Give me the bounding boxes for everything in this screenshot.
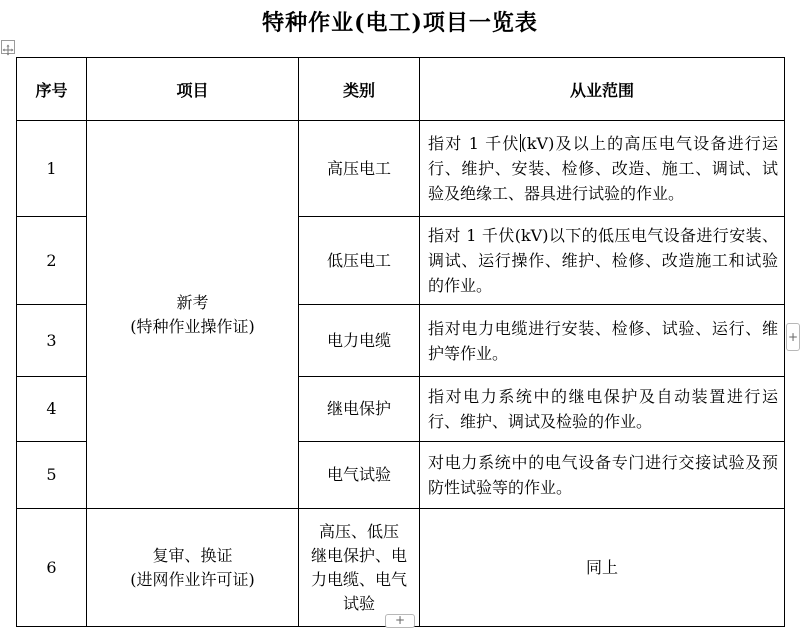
serial-cell[interactable]: 4 [17, 377, 87, 442]
header-scope[interactable]: 从业范围 [420, 58, 785, 121]
header-serial-no[interactable]: 序号 [17, 58, 87, 121]
scope-cell[interactable]: 同上 [420, 509, 785, 627]
category-cell[interactable]: 电气试验 [299, 442, 420, 509]
header-project[interactable]: 项目 [87, 58, 299, 121]
scope-cell[interactable]: 对电力系统中的电气设备专门进行交接试验及预防性试验等的作业。 [420, 442, 785, 509]
add-row-plus-icon[interactable]: + [385, 614, 415, 628]
project-review-line2: (进网作业许可证) [130, 569, 255, 589]
project-cell-review[interactable] [87, 509, 299, 627]
scope-cell[interactable]: 指对 1 千伏(kV)以下的低压电气设备进行安装、调试、运行操作、维护、检修、改造施工和试验的作业。 [420, 217, 785, 305]
table-move-handle-icon[interactable] [1, 40, 15, 54]
serial-cell[interactable]: 5 [17, 442, 87, 509]
scope-cell[interactable]: 指对电力电缆进行安装、检修、试验、运行、维护等作业。 [420, 305, 785, 377]
scope-cell[interactable] [420, 121, 785, 217]
category-line: 试验 [342, 593, 375, 613]
table-row [17, 121, 785, 217]
header-category[interactable]: 类别 [299, 58, 420, 121]
scope-text-start: 指对 1 千伏 [428, 134, 520, 153]
project-new-line2: (特种作业操作证) [130, 316, 255, 336]
category-cell[interactable]: 低压电工 [299, 217, 420, 305]
project-cell-new-exam[interactable] [87, 121, 299, 509]
add-column-plus-icon[interactable]: + [786, 323, 800, 351]
scope-text-rest: (kV)及以上的高压电气设备进行运行、维护、安装、检修、改造、施工、调试、试验及绝缘工、器具进行试验的作业。 [428, 134, 778, 203]
project-new-line1: 新考 [176, 292, 209, 312]
category-line: 继电保护、电 [310, 545, 407, 565]
scope-cell[interactable]: 指对电力系统中的继电保护及自动装置进行运行、维护、调试及检验的作业。 [420, 377, 785, 442]
category-cell[interactable]: 高压电工 [299, 121, 420, 217]
category-line: 高压、低压 [318, 521, 399, 541]
serial-cell[interactable]: 1 [17, 121, 87, 217]
serial-cell[interactable]: 3 [17, 305, 87, 377]
serial-cell[interactable]: 2 [17, 217, 87, 305]
category-cell-multiline[interactable] [299, 509, 420, 627]
category-cell[interactable]: 电力电缆 [299, 305, 420, 377]
table-header-row [17, 58, 785, 121]
project-review-line1: 复审、换证 [152, 545, 233, 565]
category-cell[interactable]: 继电保护 [299, 377, 420, 442]
serial-cell[interactable]: 6 [17, 509, 87, 627]
document-title: 特种作业(电工)项目一览表 [262, 10, 538, 36]
table-row [17, 509, 785, 627]
category-line: 力电缆、电气 [310, 569, 407, 589]
specialty-work-table [16, 57, 785, 627]
